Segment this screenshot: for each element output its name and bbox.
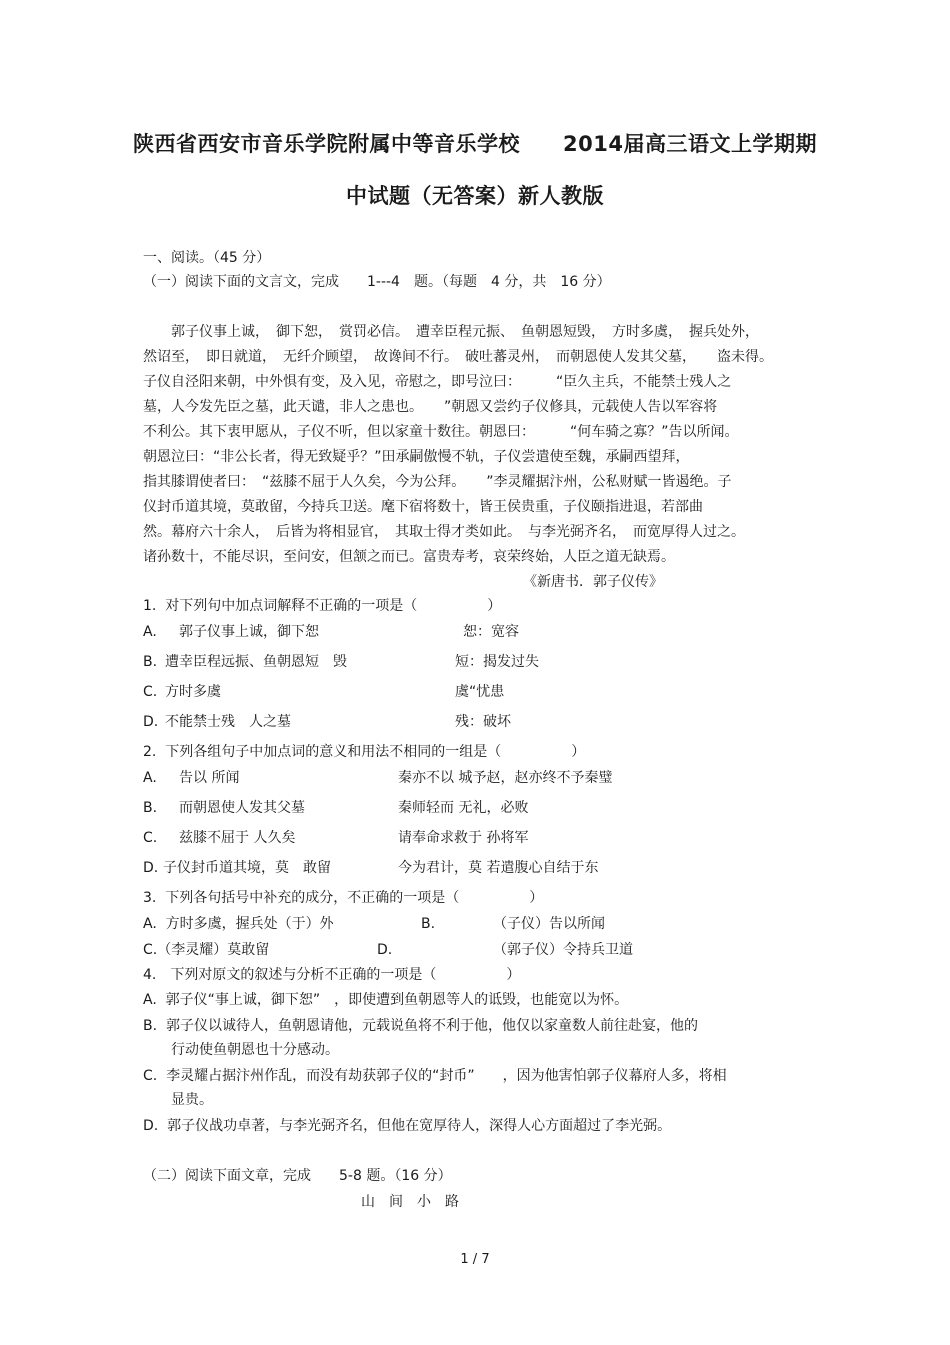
q2-option-a-right: 秦亦不以 城予赵，赵亦终不予秦璧 [398,770,613,786]
part1-instructions: （一）阅读下面的文言文，完成 1---4 题。（每题 4 分，共 16 分） [143,274,611,290]
q2-option-d-left: 子仪封币道其境，莫 敢留 [163,860,331,876]
q3-option-b: （子仪）告以所闻 [493,916,605,932]
q2-option-b-left: 而朝恩使人发其父墓 [165,800,305,816]
question-1-stem: 1. 对下列句中加点词解释不正确的一项是（ ） [143,598,502,614]
document-title-line1: 陕西省西安市音乐学院附属中等音乐学校 2014届高三语文上学期期 [133,132,817,156]
section-heading: 一、阅读。（45 分） [143,250,271,266]
q2-option-c-left: 兹膝不屈于 人久矣 [165,830,296,846]
q2-option-b-right: 秦师轻而 无礼，必败 [398,800,529,816]
q1-option-c-label: C. [143,684,158,700]
q1-option-b-text: 遭幸臣程远振、鱼朝恩短 毁 [165,654,347,670]
q4-option-a: A. 郭子仪“事上诚，御下恕” ，即使遭到鱼朝恩等人的诋毁，也能宽以为怀。 [143,992,629,1008]
q2-option-d-right: 今为君计，莫 若遣腹心自结于东 [398,860,599,876]
q4-option-c: C. 李灵耀占据汴州作乱，而没有劫获郭子仪的“封币” ，因为他害怕郭子仪幕府人多，将相 [143,1068,727,1084]
q1-option-a-label: A. [143,624,157,640]
q1-option-c-gloss: 虞“忧患 [455,684,505,700]
q1-option-b-gloss: 短：揭发过失 [455,654,539,670]
q3-option-c: C.（李灵耀）莫敢留 [143,942,270,958]
q1-option-b-label: B. [143,654,158,670]
q2-option-d-label: D. [143,860,159,876]
q3-option-d-label: D. [377,942,393,958]
q1-option-d-text: 不能禁士残 人之墓 [165,714,291,730]
passage-line: 然。幕府六十余人， 后皆为将相显官， 其取士得才类如此。 与李光弼齐名， 而宽厚得人过之。 [143,524,745,540]
passage-line: 指其膝谓使者曰： “兹膝不屈于人久矣，今为公拜。 ”李灵耀据汴州，公私财赋一皆遏绝。子 [143,474,732,490]
question-4-stem: 4. 下列对原文的叙述与分析不正确的一项是（ ） [143,967,521,983]
q1-option-a-text: 郭子仪事上诚，御下恕 [165,624,319,640]
q2-option-a-left: 告以 所闻 [165,770,240,786]
q2-option-b-label: B. [143,800,158,816]
passage-line: 仪封币道其境，莫敢留，今持兵卫送。麾下宿将数十，皆王侯贵重，子仪颐指进退，若部曲 [143,499,703,515]
part2-passage-title: 山 间 小 路 [361,1194,459,1210]
document-title-line2: 中试题（无答案）新人教版 [346,184,604,208]
passage-line: 朝恩泣曰：“非公长者，得无致疑乎？”田承嗣傲慢不轨，子仪尝遣使至魏，承嗣西望拜， [143,449,690,465]
q1-option-d-label: D. [143,714,159,730]
q1-option-a-gloss: 恕：宽容 [463,624,519,640]
passage-source: 《新唐书．郭子仪传》 [523,574,663,590]
q2-option-c-right: 请奉命求救于 孙将军 [398,830,529,846]
passage-line: 诸孙数十，不能尽识，至问安，但颔之而已。富贵寿考，哀荣终始，人臣之道无缺焉。 [143,549,675,565]
q1-option-d-gloss: 残：破坏 [455,714,511,730]
passage-line: 然诏至， 即日就道， 无纤介顾望， 故谗间不行。 破吐蕃灵州， 而朝恩使人发其父墓， 盗未得。 [143,349,773,365]
question-2-stem: 2. 下列各组句子中加点词的意义和用法不相同的一组是（ ） [143,744,586,760]
q4-option-b-cont: 行动使鱼朝恩也十分感动。 [143,1042,339,1058]
passage-line: 不利公。其下衷甲愿从，子仪不听，但以家童十数往。朝恩曰： “何车骑之寡？”告以所闻。 [143,424,739,440]
q3-option-d: （郭子仪）令持兵卫道 [493,942,633,958]
q4-option-d: D. 郭子仪战功卓著，与李光弼齐名，但他在宽厚待人，深得人心方面超过了李光弼。 [143,1118,672,1134]
page-number: 1 / 7 [460,1252,490,1267]
q2-option-c-label: C. [143,830,158,846]
part2-instructions: （二）阅读下面文章，完成 5-8 题。（16 分） [143,1168,452,1184]
passage-line: 墓，人今发先臣之墓，此天谴，非人之患也。 ”朝恩又尝约子仪修具，元载使人告以军容将 [143,399,718,415]
question-3-stem: 3. 下列各句括号中补充的成分，不正确的一项是（ ） [143,890,544,906]
q3-option-b-label: B. [421,916,436,932]
q3-option-a: A. 方时多虞，握兵处（于）外 [143,916,334,932]
q2-option-a-label: A. [143,770,157,786]
q1-option-c-text: 方时多虞 [165,684,221,700]
q4-option-b: B. 郭子仪以诚待人，鱼朝恩请他，元载说鱼将不利于他，他仅以家童数人前往赴宴，他的 [143,1018,698,1034]
passage-line: 郭子仪事上诚， 御下恕， 赏罚必信。 遭幸臣程元振、 鱼朝恩短毁， 方时多虞， 握兵处外， [143,324,759,340]
passage-line: 子仪自泾阳来朝，中外惧有变，及入见，帝慰之，即号泣曰： “臣久主兵，不能禁士残人之 [143,374,732,390]
q4-option-c-cont: 显贵。 [143,1092,213,1108]
